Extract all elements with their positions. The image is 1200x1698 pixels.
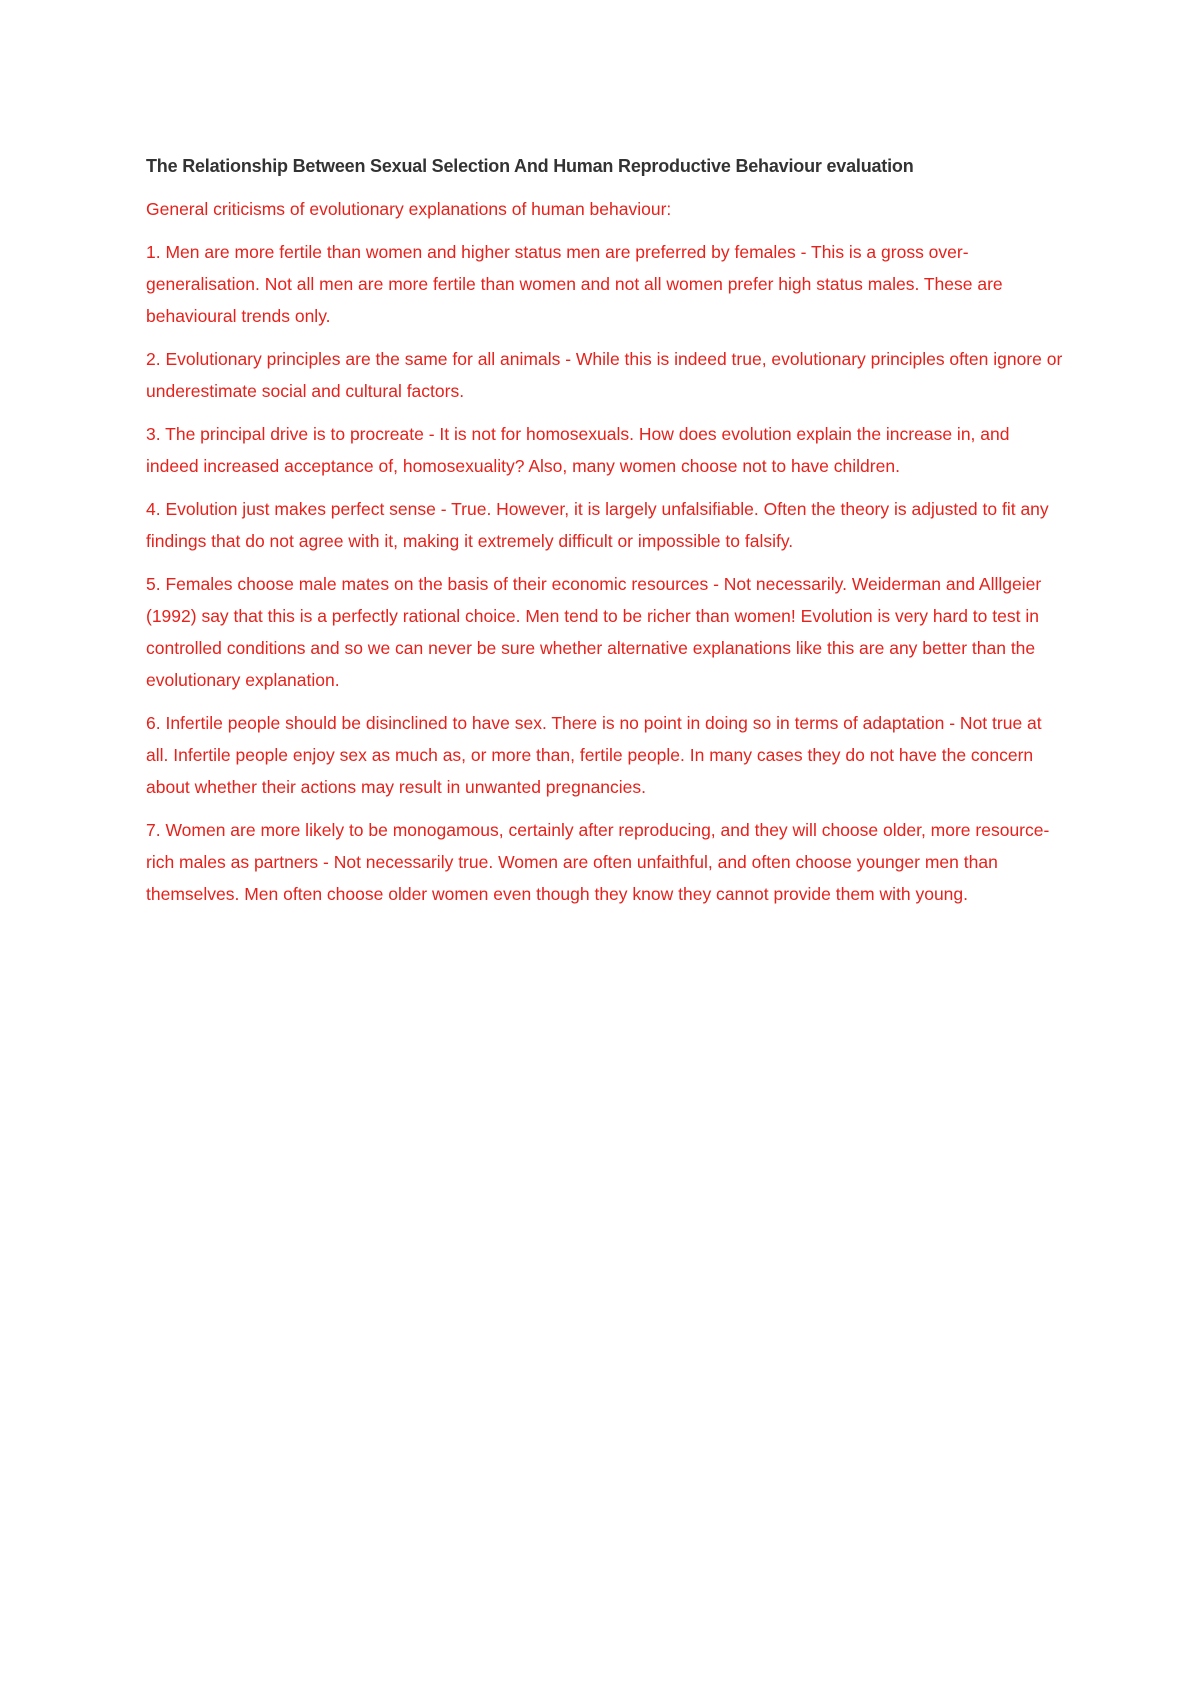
criticism-point-7: 7. Women are more likely to be monogamous, certainly after reproducing, and they will choose older, more resource-rich males as partners - Not necessarily true. Women are often unfaithful, and often choose younger men than themselves. Men often choose older women even though they know they cannot provide them with young. bbox=[146, 820, 1050, 904]
criticism-point-4: 4. Evolution just makes perfect sense - True. However, it is largely unfalsifiable. Often the theory is adjusted to fit any findings that do not agree with it, making it extremely difficult or impossible to falsify. bbox=[146, 499, 1049, 551]
criticism-point-6: 6. Infertile people should be disinclined to have sex. There is no point in doing so in terms of adaptation - Not true at all. Infertile people enjoy sex as much as, or more than, fertile people. In many cases they do not have the concern about whether their actions may result in unwanted pregnancies. bbox=[146, 713, 1042, 797]
criticism-point-2: 2. Evolutionary principles are the same for all animals - While this is indeed true, evolutionary principles often ignore or underestimate social and cultural factors. bbox=[146, 349, 1063, 401]
criticism-point-5: 5. Females choose male mates on the basis of their economic resources - Not necessarily. Weiderman and Alllgeier (1992) say that this is a perfectly rational choice. Men tend to be richer than women! Evolution is very hard to test in controlled conditions and so we can never be sure whether alternative explanations like this are any better than the evolutionary explanation. bbox=[146, 574, 1042, 690]
criticism-point-3: 3. The principal drive is to procreate - It is not for homosexuals. How does evolution explain the increase in, and indeed increased acceptance of, homosexuality? Also, many women choose not to have children. bbox=[146, 424, 1010, 476]
document-body bbox=[146, 152, 1066, 921]
document-title: The Relationship Between Sexual Selection And Human Reproductive Behaviour evaluation bbox=[146, 156, 914, 176]
criticism-point-1: 1. Men are more fertile than women and higher status men are preferred by females - This is a gross over-generalisation. Not all men are more fertile than women and not all women prefer high status males. These are behavioural trends only. bbox=[146, 242, 1003, 326]
intro-paragraph: General criticisms of evolutionary explanations of human behaviour: bbox=[146, 199, 672, 219]
